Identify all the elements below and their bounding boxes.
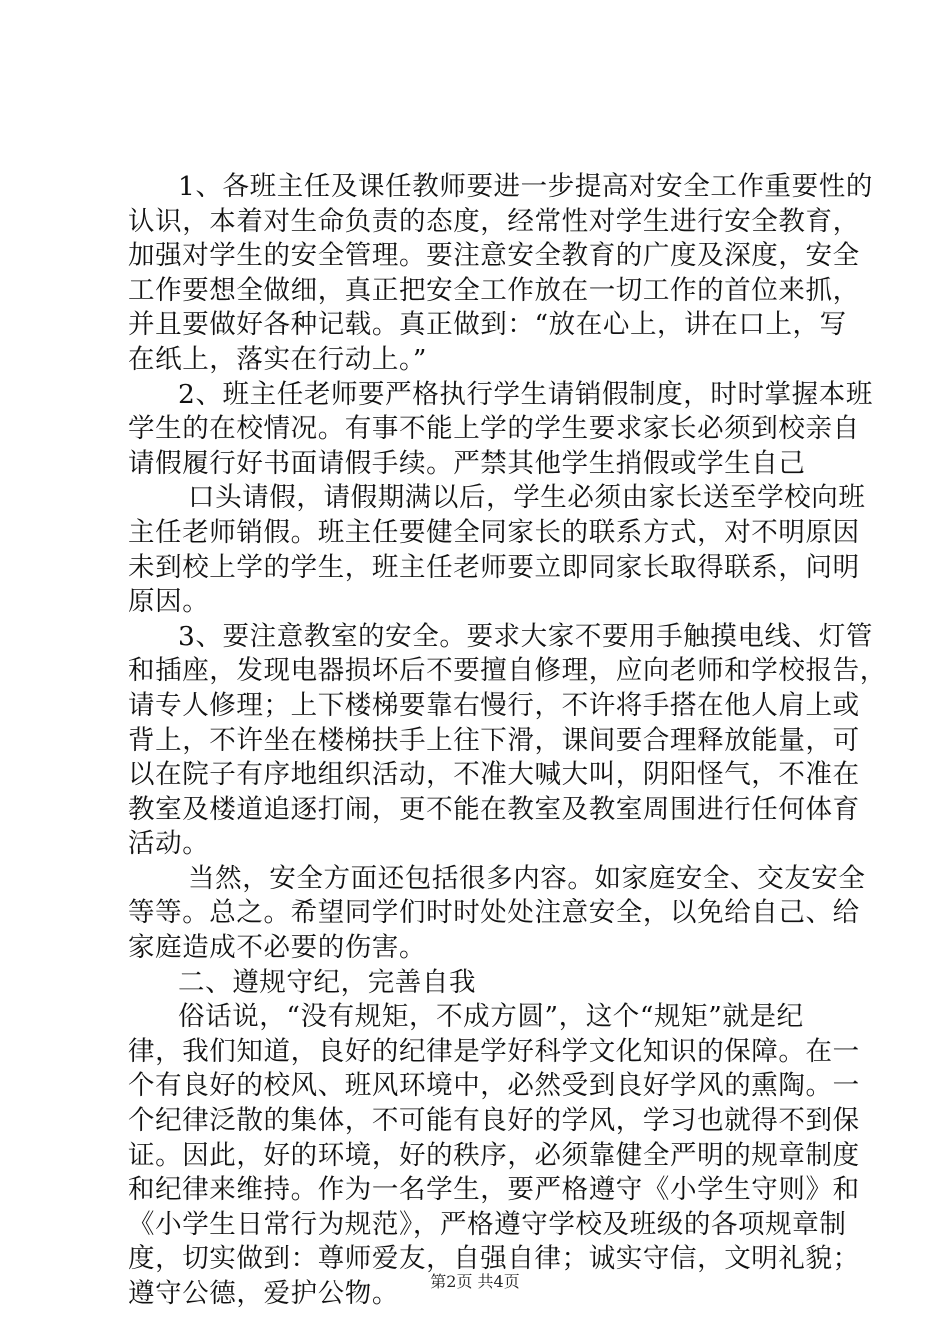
text-line: 以在院子有序地组织活动，不准大喊大叫，阴阳怪气，不准在 xyxy=(128,759,860,791)
text-line: 俗话说，“没有规矩，不成方圆”，这个“规矩”就是纪 xyxy=(178,1001,804,1033)
text-line: 认识，本着对生命负责的态度，经常性对学生进行安全教育， xyxy=(128,205,860,237)
text-line: 背上，不许坐在楼梯扶手上往下滑，课间要合理释放能量，可 xyxy=(128,724,860,756)
text-line: 加强对学生的安全管理。要注意安全教育的广度及深度，安全 xyxy=(128,240,860,272)
text-line: 原因。 xyxy=(128,586,210,618)
text-line: 在纸上，落实在行动上。” xyxy=(128,343,427,375)
text-line: 2、班主任老师要严格执行学生请销假制度，时时掌握本班 xyxy=(178,378,873,410)
text-line: 活动。 xyxy=(128,828,210,860)
text-line: 口头请假，请假期满以后，学生必须由家长送至学校向班 xyxy=(188,482,866,514)
text-line: 请专人修理；上下楼梯要靠右慢行，不许将手搭在他人肩上或 xyxy=(128,689,860,721)
text-line: 请假履行好书面请假手续。严禁其他学生捎假或学生自己 xyxy=(128,447,806,479)
text-line: 《小学生日常行为规范》，严格遵守学校及班级的各项规章制 xyxy=(128,1208,847,1240)
text-line: 主任老师销假。班主任要健全同家长的联系方式，对不明原因 xyxy=(128,516,860,548)
text-line: 律，我们知道，良好的纪律是学好科学文化知识的保障。在一 xyxy=(128,1035,860,1067)
text-line: 家庭造成不必要的伤害。 xyxy=(128,932,427,964)
text-line: 当然，安全方面还包括很多内容。如家庭安全、交友安全 xyxy=(188,862,866,894)
text-line: 证。因此，好的环境，好的秩序，必须靠健全严明的规章制度 xyxy=(128,1139,860,1171)
text-line: 个纪律泛散的集体，不可能有良好的学风，学习也就得不到保 xyxy=(128,1105,860,1137)
text-line: 学生的在校情况。有事不能上学的学生要求家长必须到校亲自 xyxy=(128,413,860,445)
section-heading: 二、遵规守纪，完善自我 xyxy=(178,966,477,998)
document-body xyxy=(128,170,887,1312)
text-line: 1、各班主任及课任教师要进一步提高对安全工作重要性的 xyxy=(178,171,873,202)
text-line: 度，切实做到：尊师爱友，自强自律；诚实守信，文明礼貌； xyxy=(128,1243,860,1275)
text-line: 教室及楼道追逐打闹，更不能在教室及教室周围进行任何体育 xyxy=(128,793,860,825)
text-line: 未到校上学的学生，班主任老师要立即同家长取得联系，问明 xyxy=(128,551,860,583)
page-number: 第2页 共4页 xyxy=(430,1272,520,1291)
text-line: 等等。总之。希望同学们时时处处注意安全，以免给自己、给 xyxy=(128,897,860,929)
text-line: 3、要注意教室的安全。要求大家不要用手触摸电线、灯管 xyxy=(178,620,873,652)
text-line: 并且要做好各种记载。真正做到：“放在心上，讲在口上，写 xyxy=(128,309,847,341)
text-line: 和插座，发现电器损坏后不要擅自修理，应向老师和学校报告， xyxy=(128,655,887,687)
page-footer xyxy=(0,1272,950,1292)
text-line: 工作要想全做细，真正把安全工作放在一切工作的首位来抓， xyxy=(128,274,860,306)
text-line: 和纪律来维持。作为一名学生，要严格遵守《小学生守则》和 xyxy=(128,1174,860,1206)
text-line: 个有良好的校风、班风环境中，必然受到良好学风的熏陶。一 xyxy=(128,1070,860,1102)
text-line: 遵守公德，爱护公物。 xyxy=(128,1278,399,1309)
